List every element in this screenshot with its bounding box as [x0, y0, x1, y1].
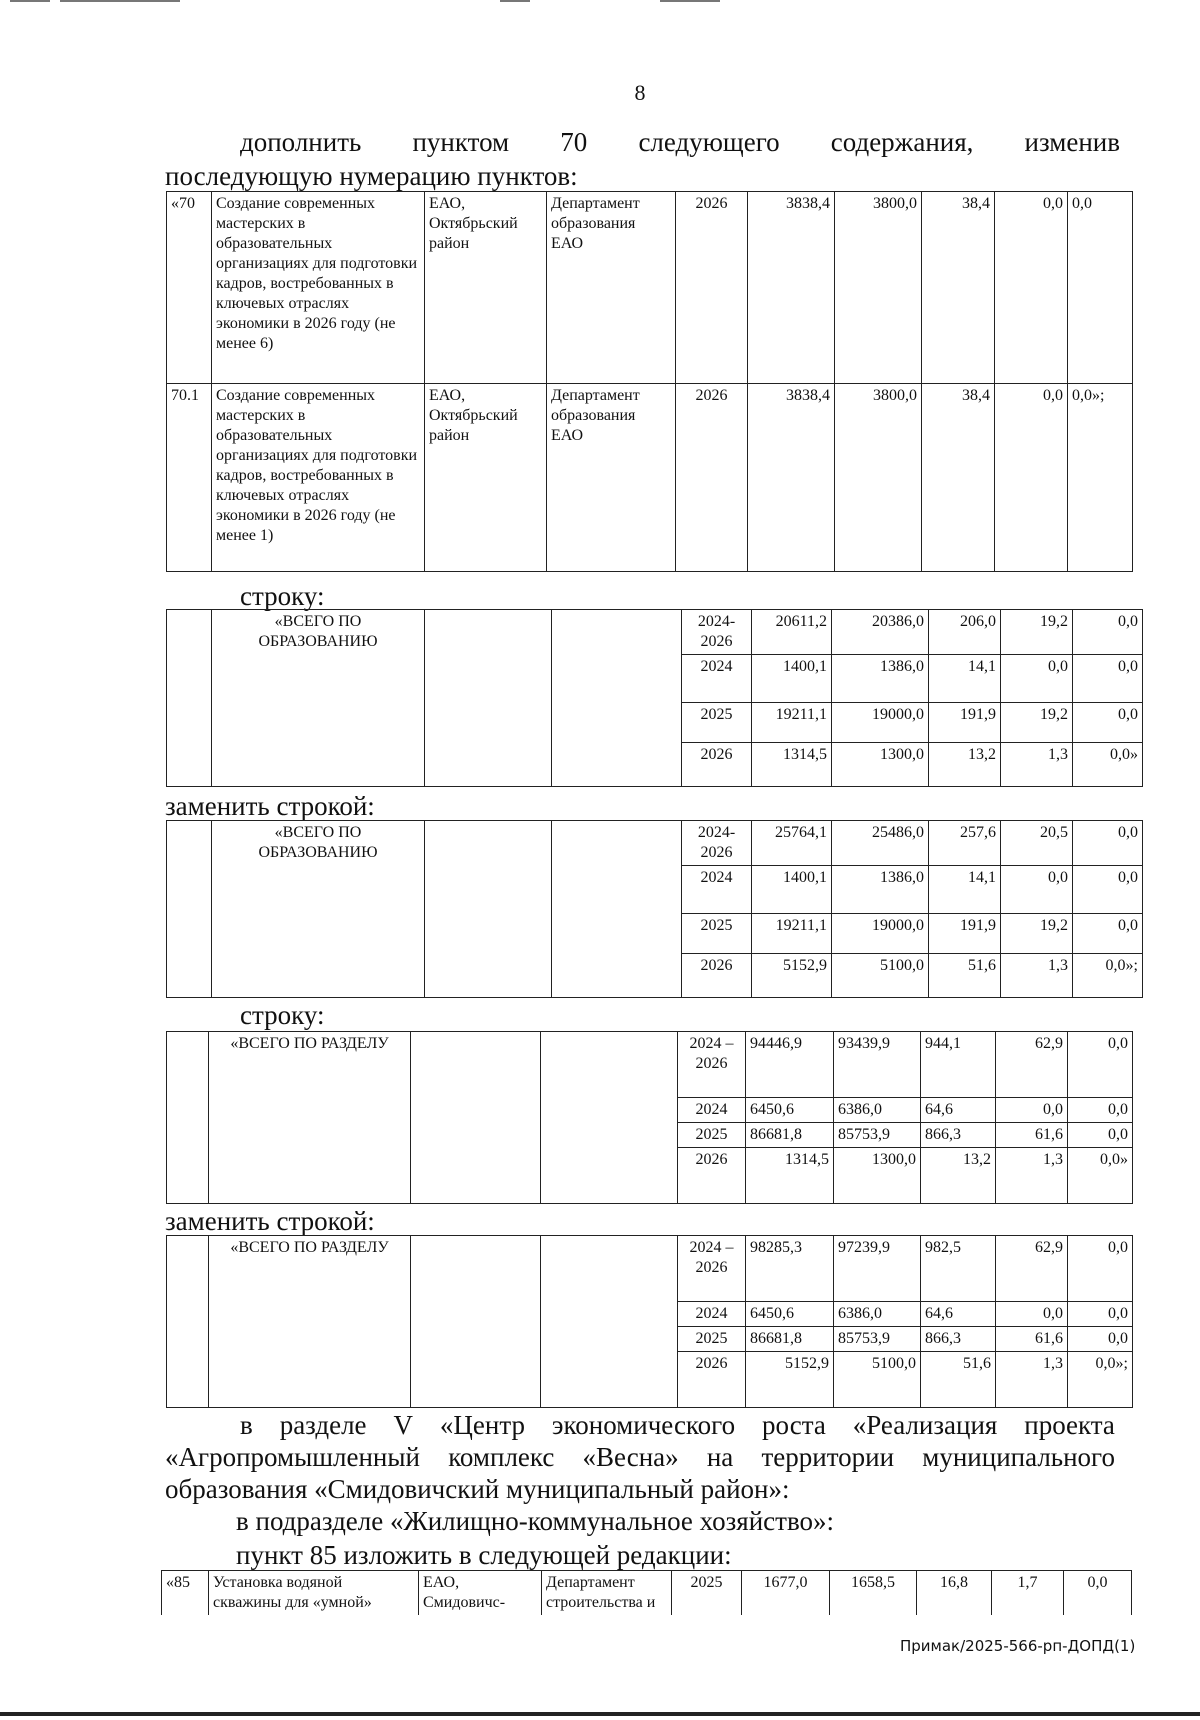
- item-name: Создание современных мастерских в образовательных организациях для подготовки кадров, востребованных в ключевых отраслях экономики в 2026 году (не менее 1): [212, 384, 425, 572]
- value-cell: 85753,9: [834, 1327, 921, 1352]
- value-cell: 982,5: [921, 1236, 996, 1302]
- item-value-other: 0,0: [1064, 1571, 1132, 1616]
- totals-title: «ВСЕГО ПО ОБРАЗОВАНИЮ: [212, 821, 425, 998]
- year-cell: 2024-2026: [682, 821, 752, 866]
- value-cell: 85753,9: [834, 1123, 921, 1148]
- table-row: [167, 384, 1133, 572]
- label-zamenit: заменить строкой:: [165, 1206, 375, 1236]
- section-word: роста: [762, 1410, 826, 1440]
- value-cell: 19,2: [1001, 914, 1073, 954]
- item-value-local: 0,0: [995, 384, 1068, 572]
- value-cell: 20611,2: [752, 610, 832, 655]
- item-year: 2026: [676, 192, 748, 384]
- table-row: [167, 1032, 1133, 1098]
- value-cell: 6386,0: [834, 1098, 921, 1123]
- value-cell: 98285,3: [746, 1236, 834, 1302]
- section-word: «Реализация: [852, 1410, 998, 1440]
- empty-cell: [167, 1236, 209, 1408]
- value-cell: 1,3: [996, 1148, 1068, 1204]
- document-id-footer: Примак/2025-566-рп-ДОПД(1): [900, 1637, 1136, 1655]
- value-cell: 1386,0: [832, 655, 929, 703]
- item-number: 70.1: [167, 384, 212, 572]
- section-line-3: образования «Смидовичский муниципальный район»:: [165, 1474, 790, 1504]
- table-row: [167, 192, 1133, 384]
- value-cell: 0,0: [1073, 866, 1143, 914]
- intro-word: дополнить: [240, 127, 362, 157]
- year-cell: 2026: [682, 743, 752, 787]
- value-cell: 86681,8: [746, 1327, 834, 1352]
- value-cell: 0,0: [1068, 1302, 1133, 1327]
- year-cell: 2026: [682, 954, 752, 998]
- year-cell: 2024: [678, 1302, 746, 1327]
- value-cell: 866,3: [921, 1327, 996, 1352]
- value-cell: 5100,0: [832, 954, 929, 998]
- items-table: [166, 191, 1133, 572]
- section-line-1: [240, 1409, 1115, 1441]
- intro-word: 70: [560, 127, 588, 157]
- value-cell: 51,6: [929, 954, 1001, 998]
- item-executor: Департамент образования ЕАО: [547, 384, 676, 572]
- value-cell: 51,6: [921, 1352, 996, 1408]
- value-cell: 0,0: [1068, 1098, 1133, 1123]
- section-line-2: [165, 1441, 1115, 1473]
- year-cell: 2025: [682, 914, 752, 954]
- label-stroku: строку:: [240, 581, 325, 611]
- value-cell: 13,2: [929, 743, 1001, 787]
- empty-cell: [425, 610, 552, 787]
- value-cell: 25486,0: [832, 821, 929, 866]
- value-cell: 19211,1: [752, 914, 832, 954]
- value-cell: 1314,5: [752, 743, 832, 787]
- value-cell: 19211,1: [752, 703, 832, 743]
- item-value-local: 1,7: [992, 1571, 1064, 1616]
- value-cell: 1,3: [1001, 954, 1073, 998]
- empty-cell: [167, 1032, 209, 1204]
- value-cell: 0,0: [996, 1098, 1068, 1123]
- value-cell: 257,6: [929, 821, 1001, 866]
- section-word: экономического: [551, 1410, 736, 1440]
- year-cell: 2024: [678, 1098, 746, 1123]
- value-cell: 61,6: [996, 1123, 1068, 1148]
- totals-table: [166, 1235, 1133, 1408]
- value-cell: 0,0: [1068, 1123, 1133, 1148]
- totals-title: «ВСЕГО ПО РАЗДЕЛУ: [209, 1236, 411, 1408]
- value-cell: 1300,0: [834, 1148, 921, 1204]
- item-value-local: 0,0: [995, 192, 1068, 384]
- value-cell: 62,9: [996, 1236, 1068, 1302]
- year-cell: 2026: [678, 1148, 746, 1204]
- value-cell: 1300,0: [832, 743, 929, 787]
- intro-word: пунктом: [412, 127, 510, 157]
- value-cell: 97239,9: [834, 1236, 921, 1302]
- empty-cell: [411, 1236, 541, 1408]
- value-cell: 62,9: [996, 1032, 1068, 1098]
- item-name: Установка водяной скважины для «умной»: [209, 1571, 419, 1616]
- value-cell: 1,3: [1001, 743, 1073, 787]
- value-cell: 1386,0: [832, 866, 929, 914]
- section-word: территории: [761, 1442, 895, 1472]
- table-row: [167, 821, 1143, 866]
- value-cell: 20,5: [1001, 821, 1073, 866]
- section-word: «Агропромышленный: [165, 1442, 420, 1472]
- empty-cell: [411, 1032, 541, 1204]
- item-value-other: 0,0: [1068, 192, 1133, 384]
- section-line-5: пункт 85 изложить в следующей редакции:: [236, 1540, 732, 1570]
- section-word: комплекс: [448, 1442, 555, 1472]
- value-cell: 13,2: [921, 1148, 996, 1204]
- year-cell: 2025: [678, 1123, 746, 1148]
- value-cell: 0,0: [996, 1302, 1068, 1327]
- section-word: V: [393, 1410, 413, 1440]
- page-number: 8: [634, 80, 646, 105]
- value-cell: 19,2: [1001, 703, 1073, 743]
- empty-cell: [541, 1236, 678, 1408]
- year-cell: 2025: [678, 1327, 746, 1352]
- item-value-regional: 38,4: [922, 192, 995, 384]
- item-executor: Департамент образования ЕАО: [547, 192, 676, 384]
- intro-word: изменив: [1024, 127, 1120, 157]
- value-cell: 14,1: [929, 655, 1001, 703]
- section-line-4: в подразделе «Жилищно-коммунальное хозяйство»:: [236, 1506, 835, 1536]
- value-cell: 5152,9: [746, 1352, 834, 1408]
- intro-line-1: [240, 126, 1120, 158]
- item-value-federal: 3800,0: [835, 192, 922, 384]
- value-cell: 0,0»;: [1073, 954, 1143, 998]
- item-value-total: 1677,0: [742, 1571, 830, 1616]
- value-cell: 1400,1: [752, 655, 832, 703]
- value-cell: 1400,1: [752, 866, 832, 914]
- value-cell: 64,6: [921, 1302, 996, 1327]
- table-row: [162, 1571, 1132, 1616]
- empty-cell: [167, 821, 212, 998]
- item-value-total: 3838,4: [748, 384, 835, 572]
- value-cell: 25764,1: [752, 821, 832, 866]
- value-cell: 19,2: [1001, 610, 1073, 655]
- empty-cell: [167, 610, 212, 787]
- value-cell: 61,6: [996, 1327, 1068, 1352]
- value-cell: 86681,8: [746, 1123, 834, 1148]
- value-cell: 0,0: [1073, 703, 1143, 743]
- value-cell: 0,0: [1068, 1236, 1133, 1302]
- item-value-regional: 38,4: [922, 384, 995, 572]
- value-cell: 191,9: [929, 914, 1001, 954]
- item-year: 2025: [672, 1571, 742, 1616]
- year-cell: 2024: [682, 655, 752, 703]
- value-cell: 1,3: [996, 1352, 1068, 1408]
- intro-word: следующего: [638, 127, 780, 157]
- table-row: [167, 1236, 1133, 1302]
- section-word: «Весна»: [582, 1442, 679, 1472]
- value-cell: 191,9: [929, 703, 1001, 743]
- value-cell: 0,0»: [1073, 743, 1143, 787]
- value-cell: 19000,0: [832, 914, 929, 954]
- value-cell: 20386,0: [832, 610, 929, 655]
- totals-title: «ВСЕГО ПО ОБРАЗОВАНИЮ: [212, 610, 425, 787]
- section-word: разделе: [279, 1410, 367, 1440]
- value-cell: 0,0: [1001, 655, 1073, 703]
- value-cell: 0,0»;: [1068, 1352, 1133, 1408]
- scan-top-marks: [0, 0, 1200, 6]
- section-word: муниципального: [922, 1442, 1115, 1472]
- year-cell: 2024 – 2026: [678, 1032, 746, 1098]
- item-value-other: 0,0»;: [1068, 384, 1133, 572]
- year-cell: 2024-2026: [682, 610, 752, 655]
- item-place: ЕАО, Октябрьский район: [425, 384, 547, 572]
- empty-cell: [425, 821, 552, 998]
- value-cell: 19000,0: [832, 703, 929, 743]
- totals-title: «ВСЕГО ПО РАЗДЕЛУ: [209, 1032, 411, 1204]
- value-cell: 93439,9: [834, 1032, 921, 1098]
- value-cell: 206,0: [929, 610, 1001, 655]
- value-cell: 944,1: [921, 1032, 996, 1098]
- value-cell: 0,0: [1001, 866, 1073, 914]
- item-value-regional: 16,8: [917, 1571, 992, 1616]
- item-place: ЕАО, Смидовичс-: [419, 1571, 542, 1616]
- section-word: проекта: [1024, 1410, 1115, 1440]
- item-value-federal: 3800,0: [835, 384, 922, 572]
- section-word: в: [240, 1410, 253, 1440]
- value-cell: 866,3: [921, 1123, 996, 1148]
- item-number: «70: [167, 192, 212, 384]
- item-85-table: [161, 1570, 1132, 1615]
- value-cell: 0,0: [1068, 1327, 1133, 1352]
- intro-line-2: последующую нумерацию пунктов:: [165, 161, 578, 191]
- value-cell: 94446,9: [746, 1032, 834, 1098]
- value-cell: 14,1: [929, 866, 1001, 914]
- value-cell: 0,0: [1073, 655, 1143, 703]
- item-name: Создание современных мастерских в образовательных организациях для подготовки кадров, востребованных в ключевых отраслях экономики в 2026 году (не менее 6): [212, 192, 425, 384]
- value-cell: 0,0: [1073, 914, 1143, 954]
- value-cell: 0,0: [1068, 1032, 1133, 1098]
- empty-cell: [552, 610, 682, 787]
- value-cell: 1314,5: [746, 1148, 834, 1204]
- value-cell: 0,0: [1073, 610, 1143, 655]
- empty-cell: [552, 821, 682, 998]
- totals-table: [166, 820, 1143, 998]
- item-executor: Департамент строительства и: [542, 1571, 672, 1616]
- totals-table: [166, 1031, 1133, 1204]
- table-row: [167, 610, 1143, 655]
- value-cell: 6386,0: [834, 1302, 921, 1327]
- scan-bottom-rule: [0, 1712, 1200, 1716]
- label-zamenit: заменить строкой:: [165, 791, 375, 821]
- value-cell: 0,0»: [1068, 1148, 1133, 1204]
- label-stroku: строку:: [240, 1000, 325, 1030]
- year-cell: 2024: [682, 866, 752, 914]
- value-cell: 6450,6: [746, 1302, 834, 1327]
- year-cell: 2025: [682, 703, 752, 743]
- year-cell: 2026: [678, 1352, 746, 1408]
- value-cell: 6450,6: [746, 1098, 834, 1123]
- item-number: «85: [162, 1571, 209, 1616]
- value-cell: 5152,9: [752, 954, 832, 998]
- item-place: ЕАО, Октябрьский район: [425, 192, 547, 384]
- section-word: «Центр: [439, 1410, 525, 1440]
- value-cell: 64,6: [921, 1098, 996, 1123]
- section-word: на: [706, 1442, 734, 1472]
- value-cell: 5100,0: [834, 1352, 921, 1408]
- value-cell: 0,0: [1073, 821, 1143, 866]
- empty-cell: [541, 1032, 678, 1204]
- intro-word: содержания,: [830, 127, 974, 157]
- year-cell: 2024 – 2026: [678, 1236, 746, 1302]
- item-year: 2026: [676, 384, 748, 572]
- totals-table: [166, 609, 1143, 787]
- item-value-federal: 1658,5: [830, 1571, 917, 1616]
- item-value-total: 3838,4: [748, 192, 835, 384]
